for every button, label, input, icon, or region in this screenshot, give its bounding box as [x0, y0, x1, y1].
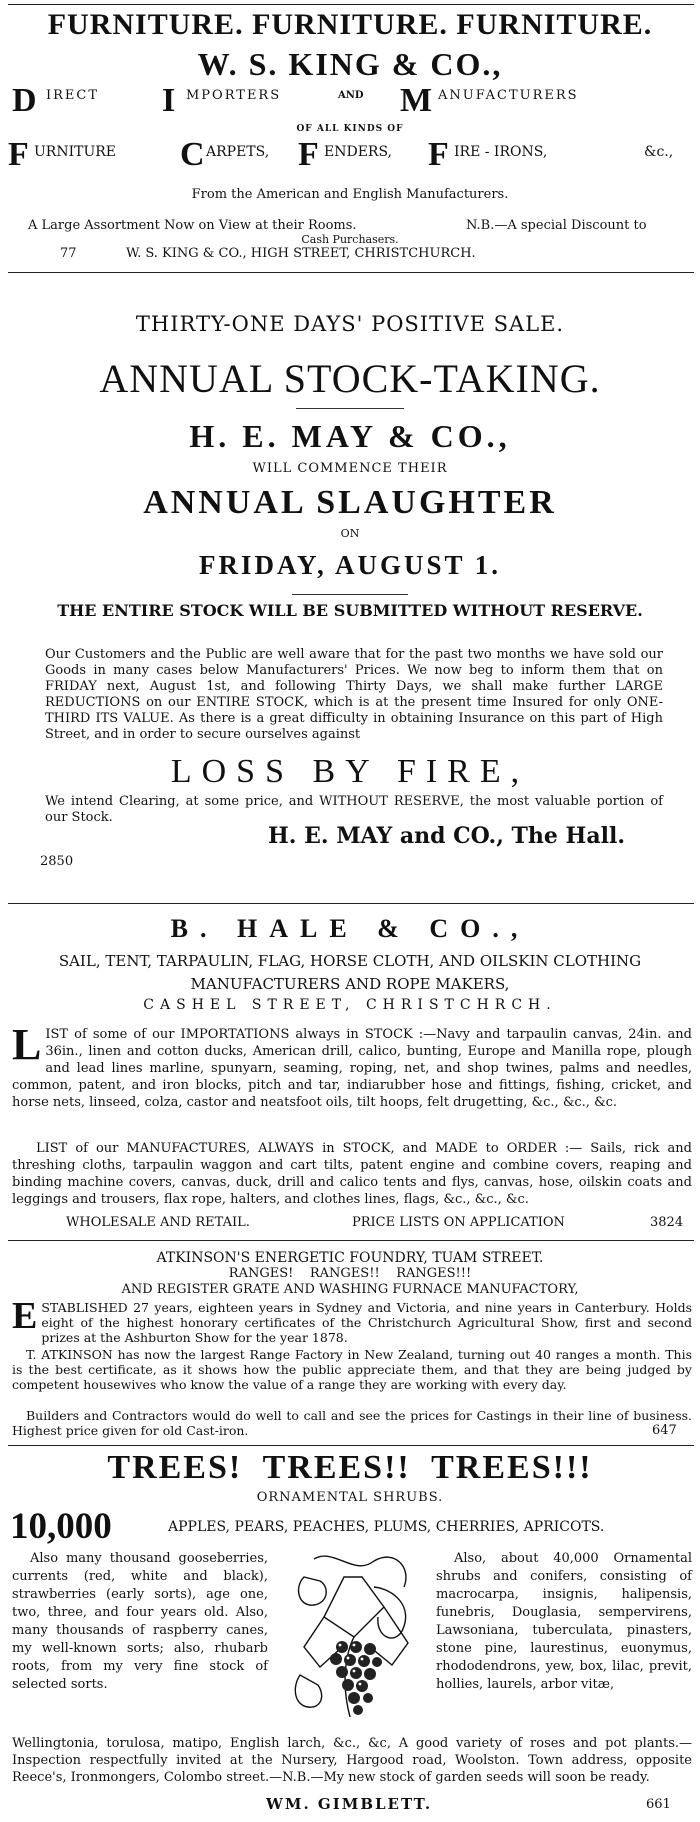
may-loss: LOSS BY FIRE, — [170, 753, 530, 790]
king-number: 77 — [60, 246, 77, 261]
cap-f2: F — [298, 136, 319, 173]
trees-signature: WM. GIMBLETT. — [266, 1795, 433, 1813]
cap-m: M — [400, 82, 433, 119]
may-sale: THIRTY-ONE DAYS' POSITIVE SALE. — [135, 312, 565, 336]
may-firm: H. E. MAY & CO., — [189, 418, 511, 454]
atkinson-grate: AND REGISTER GRATE AND WASHING FURNACE MANUFACTORY, — [121, 1282, 579, 1297]
hale-makers: MANUFACTURERS AND ROPE MAKERS, — [190, 975, 510, 993]
king-line1 — [12, 82, 692, 122]
word-fenders: ENDERS, — [324, 144, 392, 160]
atkinson-title: ATKINSON'S ENERGETIC FOUNDRY, TUAM STREET. — [156, 1250, 544, 1266]
cap-f3: F — [428, 136, 449, 173]
trees-right-column: Also, about 40,000 Ornamental shrubs and conifers, consisting of macrocarpa, insignis, halipensis, funebris, Douglasia, sempervirens, Lawsoniana, tuberculata, pinasters, stone pine, laurestinus, euonymus, rhododendrons, yew, box, lilac, previt, hollies, laurels, arbor vitæ, — [436, 1551, 692, 1692]
word-carpets: ARPETS, — [206, 144, 270, 160]
king-firm: W. S. KING & CO., — [197, 46, 503, 82]
word-fire-irons: IRE - IRONS, — [454, 144, 548, 160]
hale-list1-text: IST of some of our IMPORTATIONS always in STOCK :—Navy and tarpaulin canvas, 24in. and 36in., linen and cotton ducks, American drill, calico, bunting, Europe and Manilla rope, plough and lead lines marline, spunyarn, seaming, roping, net, and shop twines, palms and needles, common, patent, and iron blocks, pitch and tar, indiarubber hose and fittings, fishing, cricket, and horse nets, linseed, colza, castor and neatsfoot oils, tilt hoops, felt drugetting, &c., &c., &c. — [12, 1027, 692, 1110]
may-clearing: We intend Clearing, at some price, and WITHOUT RESERVE, the most valuable portion of our Stock. — [45, 794, 663, 825]
cap-i: I — [162, 82, 176, 119]
king-assortment: A Large Assortment Now on View at their Rooms. — [28, 218, 357, 233]
king-cash: Cash Purchasers. — [301, 233, 399, 246]
king-header: FURNITURE. FURNITURE. FURNITURE. — [47, 8, 653, 41]
may-commence: WILL COMMENCE THEIR — [252, 461, 448, 476]
hale-number: 3824 — [650, 1215, 684, 1230]
word-manufacturers: ANUFACTURERS — [438, 88, 579, 103]
king-line2 — [8, 136, 692, 176]
hale-prices: PRICE LISTS ON APPLICATION — [352, 1215, 565, 1230]
hale-firm: B. HALE & CO., — [170, 914, 530, 943]
king-discount: N.B.—A special Discount to — [466, 218, 647, 233]
trees-fruits: APPLES, PEARS, PEACHES, PLUMS, CHERRIES, APRICOTS. — [168, 1519, 605, 1535]
trees-left-column: Also many thousand gooseberries, currents (red, white and black), strawberries (early sorts), age one, two, three, and four years old. Also, many thousands of raspberry canes, my well-known sorts; also, rhubarb roots, from my very fine stock of selected sorts. — [12, 1551, 268, 1692]
may-annual: ANNUAL STOCK-TAKING. — [99, 356, 601, 401]
word-etc: &c., — [644, 144, 674, 160]
grape-cluster — [330, 1641, 382, 1715]
hale-list-manufactures: LIST of our MANUFACTURES, ALWAYS in STOCK, and MADE to ORDER :— Sails, rick and threshing cloths, tarpaulin waggon and cart tilts, patent engine and combine covers, reaping and binding machine covers, canvas, duck, drill and calico tents and flys, canvas, hose, oilskin coats and leggings and trousers, flax rope, halters, and clothes lines, flags, &c., &c., &c. — [12, 1141, 692, 1207]
hale-street: CASHEL STREET, CHRISTCHRCH. — [143, 997, 557, 1013]
may-body: Our Customers and the Public are well aware that for the past two months we have sold our Goods in many cases below Manufacturers' Prices. We now beg to inform them that on FRIDAY next, August 1st, and following Thirty Days, we shall make further LARGE REDUCTIONS on our ENTIRE STOCK, which is at the present time Insured for only ONE-THIRD ITS VALUE. As there is a great difficulty in obtaining Insurance on this part of High Street, and in order to secure ourselves against — [45, 647, 663, 742]
atkinson-builders: Builders and Contractors would do well to call and see the prices for Castings in their line of business. Highest price given for old Cast-iron. — [12, 1408, 692, 1438]
atkinson-dropcap: E — [12, 1295, 38, 1337]
king-address: W. S. KING & CO., HIGH STREET, CHRISTCHURCH. — [126, 246, 476, 261]
rule-1 — [8, 272, 694, 273]
atkinson-established — [12, 1295, 692, 1345]
may-on: ON — [340, 527, 360, 540]
rule-3 — [8, 1240, 694, 1241]
rule-2 — [8, 903, 694, 904]
atkinson-ranges: RANGES! RANGES!! RANGES!!! — [228, 1266, 472, 1281]
atkinson-number: 647 — [652, 1423, 677, 1438]
may-number: 2850 — [40, 854, 74, 869]
hale-dropcap: L — [12, 1020, 42, 1069]
trees-bottom: Wellingtonia, torulosa, matipo, English larch, &c., &c, A good variety of roses and pot plants.—Inspection respectfully invited at the Nursery, Hargood road, Woolston. Town address, opposite Reece's, Ironmongers, Colombo street.—N.B.—My new stock of garden seeds will soon be ready. — [12, 1736, 692, 1785]
hale-list-importations — [12, 1020, 692, 1111]
word-direct: IRECT — [46, 88, 100, 103]
trees-shrubs: ORNAMENTAL SHRUBS. — [256, 1490, 444, 1505]
hale-wholesale: WHOLESALE AND RETAIL. — [66, 1215, 250, 1230]
trees-headline: TREES! TREES!! TREES!!! — [107, 1449, 593, 1486]
trees-number: 661 — [646, 1797, 671, 1812]
rule-4 — [8, 1445, 694, 1446]
word-furniture: URNITURE — [34, 144, 117, 160]
top-rule — [8, 4, 694, 5]
hale-trades: SAIL, TENT, TARPAULIN, FLAG, HORSE CLOTH, AND OILSKIN CLOTHING — [58, 952, 642, 970]
atkinson-t: T. ATKINSON has now the largest Range Factory in New Zealand, turning out 40 ranges a month. This is the best certificate, as it shows how the public appreciate them, and that they are being judged by competent housewives who know the value of a range they are working with every day. — [12, 1347, 692, 1392]
may-short-rule-2 — [292, 594, 408, 595]
cap-f1: F — [8, 136, 29, 173]
may-signature: H. E. MAY and CO., The Hall. — [268, 823, 625, 849]
of-all-kinds: OF ALL KINDS OF — [296, 124, 404, 134]
king-from: From the American and English Manufacturers. — [191, 187, 509, 202]
word-and: AND — [338, 90, 364, 101]
trees-count: 10,000 — [10, 1506, 112, 1547]
atkinson-est-text: STABLISHED 27 years, eighteen years in Sydney and Victoria, and nine years in Canterbury. Holds eight of the highest honorary certificates of the Christchurch Agricultural Show, first and second prizes at the Ashburton Show for the year 1878. — [41, 1300, 692, 1345]
cap-c: C — [180, 136, 205, 173]
may-slaughter: ANNUAL SLAUGHTER — [143, 484, 557, 521]
cap-d: D — [12, 82, 37, 119]
may-date: FRIDAY, AUGUST 1. — [198, 550, 502, 580]
may-short-rule — [296, 408, 404, 409]
grape-vine-illustration — [284, 1547, 424, 1733]
word-importers: MPORTERS — [186, 88, 282, 103]
may-entire: THE ENTIRE STOCK WILL BE SUBMITTED WITHOUT RESERVE. — [57, 601, 643, 620]
